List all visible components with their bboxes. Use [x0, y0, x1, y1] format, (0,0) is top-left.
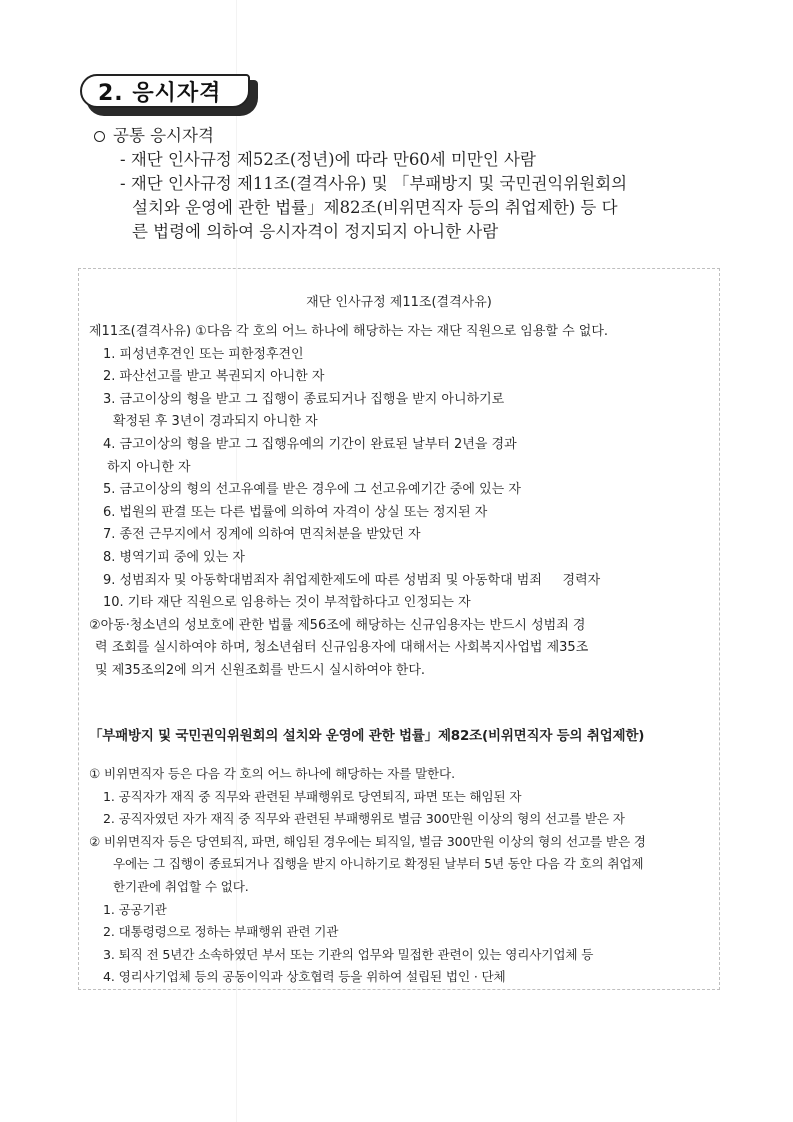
article-11-item: 4. 금고이상의 형을 받고 그 집행유예의 기간이 완료된 날부터 2년을 경과 — [103, 436, 517, 452]
common-items — [120, 148, 734, 244]
article-82-title: 「부패방지 및 국민권익위원회의 설치와 운영에 관한 법률」제82조(비위면직자 등의 취업제한) — [89, 728, 645, 744]
section-title: 2. 응시자격 — [98, 80, 222, 106]
article-82-line: 2. 공직자였던 자가 재직 중 직무와 관련된 부패행위로 벌금 300만원 이상의 형의 선고를 받은 자 — [103, 811, 625, 827]
article-82-line: 한기관에 취업할 수 없다. — [113, 878, 249, 894]
common-heading-line — [94, 124, 734, 148]
article-11 — [89, 321, 711, 683]
article-11-item: 2. 파산선고를 받고 복권되지 아니한 자 — [103, 369, 325, 385]
article-11-item: 9. 성범죄자 및 아동학대범죄자 취업제한제도에 따른 성범죄 및 아동학대 범죄 경력자 — [103, 572, 601, 588]
article-11-item: 3. 금고이상의 형을 받고 그 집행이 종료되거나 집행을 받지 아니하기로 — [103, 391, 505, 407]
article-11-item-cont: 확정된 후 3년이 경과되지 아니한 자 — [113, 414, 318, 430]
article-82-line: ① 비위면직자 등은 다음 각 호의 어느 하나에 해당하는 자를 말한다. — [89, 766, 455, 781]
common-item: - 재단 인사규정 제52조(정년)에 따라 만60세 미만인 사람 — [120, 150, 536, 169]
article-11-para2: ②아동·청소년의 성보호에 관한 법률 제56조에 해당하는 신규임용자는 반드시 성범죄 경 — [89, 617, 586, 633]
article-82-line: 1. 공직자가 재직 중 직무와 관련된 부패행위로 당연퇴직, 파면 또는 해임된 자 — [103, 788, 522, 804]
article-11-item: 10. 기타 재단 직원으로 임용하는 것이 부적합하다고 인정되는 자 — [103, 595, 471, 611]
article-11-para2: 및 제35조의2에 의거 신원조회를 반드시 실시하여야 한다. — [95, 662, 426, 678]
section-heading-tab — [80, 74, 262, 118]
common-qualification-block — [94, 124, 734, 244]
article-11-item: 6. 법원의 판결 또는 다른 법률에 의하여 자격이 상실 또는 정지된 자 — [103, 504, 488, 520]
section-tab-face — [80, 74, 250, 108]
article-82-line: 3. 퇴직 전 5년간 소속하였던 부서 또는 기관의 업무와 밀접한 관련이 있는 영리사기업체 등 — [103, 946, 594, 962]
article-82 — [89, 763, 711, 989]
article-82-line: 4. 영리사기업체 등의 공동이익과 상호협력 등을 위하여 설립된 법인 · 단체 — [103, 969, 506, 985]
article-82-line: 2. 대통령령으로 정하는 부패행위 관련 기관 — [103, 924, 339, 940]
article-11-item-cont: 하지 아니한 자 — [107, 459, 191, 475]
article-82-line: 우에는 그 집행이 종료되거나 집행을 받지 아니하기로 확정된 날부터 5년 동안 다음 각 호의 취업제 — [113, 856, 644, 872]
common-item-cont: 설치와 운영에 관한 법률」제82조(비위면직자 등의 취업제한) 등 다 — [132, 198, 618, 217]
article-11-item: 7. 종전 근무지에서 징계에 의하여 면직처분을 받았던 자 — [103, 527, 421, 543]
article-82-line: 1. 공공기관 — [103, 901, 167, 917]
regulation-box — [78, 268, 720, 990]
common-item-cont: 른 법령에 의하여 응시자격이 정지되지 아니한 사람 — [132, 222, 499, 241]
article-11-para2: 력 조회를 실시하여야 하며, 청소년쉼터 신규임용자에 대해서는 사회복지사업법 제35조 — [95, 640, 589, 656]
article-11-item: 1. 피성년후견인 또는 피한정후견인 — [103, 346, 304, 362]
box-title: 재단 인사규정 제11조(결격사유) — [306, 295, 492, 310]
circle-bullet-icon — [94, 131, 105, 142]
article-82-line: ② 비위면직자 등은 당연퇴직, 파면, 해임된 경우에는 퇴직일, 벌금 300만원 이상의 형의 선고를 받은 경 — [89, 833, 646, 849]
article-11-intro: 제11조(결격사유) ①다음 각 호의 어느 하나에 해당하는 자는 재단 직원으로 임용할 수 없다. — [89, 324, 609, 339]
common-heading: 공통 응시자격 — [113, 126, 214, 145]
common-item: - 재단 인사규정 제11조(결격사유) 및 「부패방지 및 국민권익위원회의 — [120, 174, 628, 193]
article-11-item: 8. 병역기피 중에 있는 자 — [103, 549, 245, 565]
article-11-item: 5. 금고이상의 형의 선고유예를 받은 경우에 그 선고유예기간 중에 있는 자 — [103, 482, 521, 498]
